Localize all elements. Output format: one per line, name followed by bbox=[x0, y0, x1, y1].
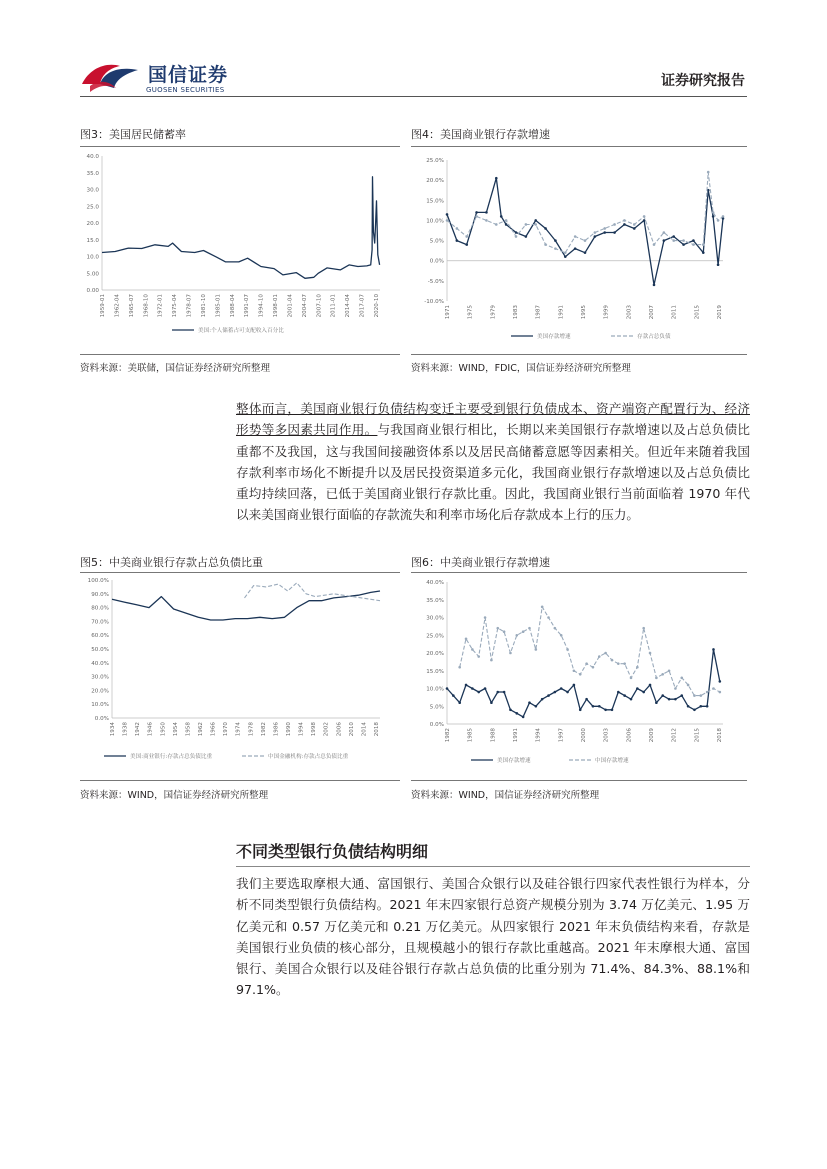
y-tick-label: 20.0% bbox=[426, 651, 444, 657]
legend-label-1: 美国:商业银行:存款占总负债比重 bbox=[130, 754, 213, 760]
data-point-series-1 bbox=[547, 694, 550, 697]
y-tick-label: -5.0% bbox=[427, 278, 444, 285]
data-point-series-1 bbox=[525, 235, 528, 238]
data-point-series-2 bbox=[653, 243, 656, 246]
data-point-series-1 bbox=[446, 687, 449, 690]
data-point-series-1 bbox=[456, 239, 459, 242]
data-point-series-2 bbox=[547, 616, 550, 619]
body-paragraph-2: 我们主要选取摩根大通、富国银行、美国合众银行以及硅谷银行四家代表性银行为样本，分析不同类型银行负债结构。2021 年末四家银行总资产规模分别为 3.74 万亿美元、1.95 万亿美元和 0.57 万亿美元和 0.21 万亿美元。从四家银行 2021 年末负债结构来看，存款是美国银行业负债的核心部分，且规模越小的银行存款比重越高。2021 年末摩根大通、富国银行、美国合众银行以及硅谷银行存款占总负债的比重分别为 71.4%、84.3%、88.1%和 97.1%。 bbox=[236, 876, 750, 998]
y-tick-label: 0.00 bbox=[86, 288, 99, 294]
section-title: 不同类型银行负债结构明细 bbox=[236, 842, 429, 861]
figure-6-source: 资料来源：WIND，国信证券经济研究所整理 bbox=[411, 790, 600, 801]
data-point-series-2 bbox=[585, 662, 588, 665]
data-point-series-1 bbox=[611, 709, 614, 712]
y-tick-label: 60.0% bbox=[91, 633, 109, 640]
x-tick-label: 1995 bbox=[581, 305, 587, 320]
data-point-series-2 bbox=[636, 666, 639, 669]
y-tick-label: 10.0% bbox=[426, 218, 444, 225]
data-point-series-1 bbox=[544, 227, 547, 230]
x-tick-label: 1985 bbox=[467, 728, 474, 743]
x-tick-label: 1991 bbox=[513, 728, 519, 743]
data-point-series-2 bbox=[574, 235, 577, 238]
y-tick-label: 35.0 bbox=[86, 170, 99, 177]
x-tick-label: 2006 bbox=[336, 722, 343, 737]
x-tick-label: 1981-10 bbox=[200, 294, 207, 318]
x-tick-label: 2011 bbox=[671, 305, 678, 320]
y-tick-label: 5.0% bbox=[429, 704, 444, 711]
data-point-series-2 bbox=[594, 231, 597, 234]
data-point-series-1 bbox=[598, 705, 601, 708]
x-tick-label: 1986 bbox=[273, 722, 280, 737]
y-tick-label: 0.0% bbox=[429, 258, 444, 265]
x-tick-label: 1958 bbox=[185, 722, 192, 737]
figure-4-top-rule bbox=[411, 146, 747, 147]
data-point-series-1 bbox=[592, 705, 595, 708]
figure-3-top-rule bbox=[80, 146, 400, 147]
data-point-series-1 bbox=[594, 235, 597, 238]
data-point-series-2 bbox=[496, 627, 499, 630]
x-tick-label: 1970 bbox=[223, 722, 230, 737]
y-tick-label: 10.0 bbox=[86, 254, 99, 261]
data-point-series-2 bbox=[505, 219, 508, 222]
fig6-svg bbox=[411, 574, 747, 778]
legend-label-1: 美国存款增速 bbox=[537, 334, 571, 340]
data-point-series-2 bbox=[692, 243, 695, 246]
x-tick-label: 2006 bbox=[626, 728, 633, 743]
y-tick-label: 15.0% bbox=[426, 198, 444, 205]
figure-6-title: 图6：中美商业银行存款增速 bbox=[411, 556, 550, 569]
y-tick-label: 50.0% bbox=[91, 647, 109, 653]
y-tick-label: 30.0% bbox=[91, 674, 109, 681]
series-line-1 bbox=[447, 178, 723, 285]
data-point-series-1 bbox=[672, 235, 675, 238]
figure-5-source: 资料来源：WIND，国信证券经济研究所整理 bbox=[80, 790, 269, 801]
data-point-series-2 bbox=[706, 691, 709, 694]
data-point-series-2 bbox=[617, 662, 620, 665]
data-point-series-1 bbox=[692, 239, 695, 242]
x-tick-label: 1946 bbox=[147, 722, 154, 737]
data-point-series-1 bbox=[636, 687, 639, 690]
figure-3-bottom-rule bbox=[80, 354, 400, 355]
x-tick-label: 1978-07 bbox=[186, 294, 193, 318]
y-tick-label: -10.0% bbox=[424, 299, 444, 305]
legend-label-2: 中国金融机构:存款占总负债比重 bbox=[268, 754, 349, 760]
y-tick-label: 20.0% bbox=[91, 688, 109, 695]
y-tick-label: 10.0% bbox=[91, 702, 109, 709]
data-point-series-2 bbox=[528, 627, 531, 630]
data-point-series-1 bbox=[623, 694, 626, 697]
brand-name-en: GUOSEN SECURITIES bbox=[146, 86, 225, 94]
x-tick-label: 2000 bbox=[581, 728, 587, 743]
data-point-series-2 bbox=[560, 634, 563, 637]
fig3-svg bbox=[80, 148, 400, 352]
data-point-series-2 bbox=[680, 677, 683, 680]
paragraph-1-rest: 与我国商业银行相比，长期以来美国银行存款增速以及占总负债比重都不及我国，这与我国间接融资体系以及居民高储蓄意愿等因素相关。但近年来随着我国存款利率市场化不断提升以及居民投资渠道多元化，我国商业银行存款增速以及占总负债比重均持续回落，已低于美国商业银行存款比重。因此，我国商业银行当前面临着 1970 年代以来美国商业银行面临的存款流失和利率市场化后存款成本上行的压力。 bbox=[236, 422, 751, 523]
x-tick-label: 2009 bbox=[649, 728, 655, 743]
x-tick-label: 2014 bbox=[361, 722, 368, 737]
data-point-series-2 bbox=[661, 673, 664, 676]
x-tick-label: 2015 bbox=[694, 305, 701, 320]
data-point-series-1 bbox=[706, 705, 709, 708]
x-tick-label: 1999 bbox=[603, 305, 610, 320]
x-tick-label: 1971 bbox=[445, 305, 451, 320]
data-point-series-1 bbox=[663, 239, 666, 242]
data-point-series-1 bbox=[535, 705, 538, 708]
data-point-series-1 bbox=[642, 691, 645, 694]
x-tick-label: 1991 bbox=[558, 305, 565, 320]
data-point-series-2 bbox=[603, 227, 606, 230]
data-point-series-2 bbox=[719, 691, 722, 694]
data-point-series-2 bbox=[465, 638, 468, 641]
data-point-series-1 bbox=[503, 691, 506, 694]
data-point-series-2 bbox=[579, 673, 582, 676]
data-point-series-2 bbox=[544, 243, 547, 246]
fig4-svg bbox=[411, 148, 747, 352]
y-tick-label: 25.0 bbox=[86, 204, 99, 211]
fig5-svg bbox=[80, 574, 400, 778]
data-point-series-1 bbox=[699, 705, 702, 708]
data-point-series-1 bbox=[541, 698, 544, 701]
y-tick-label: 100.0% bbox=[87, 578, 109, 584]
x-tick-label: 1974 bbox=[235, 722, 242, 737]
data-point-series-1 bbox=[515, 712, 518, 715]
x-tick-label: 2012 bbox=[671, 728, 678, 743]
data-point-series-1 bbox=[682, 243, 685, 246]
x-tick-label: 2002 bbox=[323, 722, 330, 737]
y-tick-label: 0.0% bbox=[429, 722, 444, 728]
data-point-series-2 bbox=[682, 239, 685, 242]
series-line-2 bbox=[460, 607, 720, 696]
data-point-series-1 bbox=[702, 251, 705, 254]
x-tick-label: 1994-10 bbox=[258, 294, 265, 318]
data-point-series-2 bbox=[672, 239, 675, 242]
legend-label-2: 存款占总负债 bbox=[637, 334, 671, 340]
data-point-series-2 bbox=[456, 227, 459, 230]
x-tick-label: 1988 bbox=[490, 728, 497, 743]
figure-6-top-rule bbox=[411, 572, 747, 573]
y-tick-label: 25.0% bbox=[426, 158, 444, 164]
x-tick-label: 1966 bbox=[210, 722, 217, 737]
data-point-series-2 bbox=[554, 247, 557, 250]
data-point-series-1 bbox=[495, 177, 498, 180]
data-point-series-2 bbox=[534, 223, 537, 226]
data-point-series-1 bbox=[584, 251, 587, 254]
x-tick-label: 1934 bbox=[110, 722, 116, 737]
figure-4-chart bbox=[411, 148, 747, 352]
x-tick-label: 2007-10 bbox=[316, 294, 323, 318]
data-point-series-1 bbox=[566, 691, 569, 694]
data-point-series-2 bbox=[584, 239, 587, 242]
data-point-series-2 bbox=[471, 648, 474, 651]
legend-label-1: 美国存款增速 bbox=[497, 758, 531, 764]
data-point-series-1 bbox=[554, 239, 557, 242]
data-point-series-1 bbox=[490, 701, 493, 704]
data-point-series-2 bbox=[633, 223, 636, 226]
page-header bbox=[0, 0, 827, 100]
data-point-series-1 bbox=[617, 691, 620, 694]
x-tick-label: 2015 bbox=[694, 728, 701, 743]
data-point-series-1 bbox=[471, 687, 474, 690]
data-point-series-1 bbox=[712, 648, 715, 651]
data-point-series-1 bbox=[674, 698, 677, 701]
x-tick-label: 2001-04 bbox=[287, 294, 294, 318]
data-point-series-2 bbox=[604, 652, 607, 655]
data-point-series-1 bbox=[522, 716, 525, 719]
x-tick-label: 1942 bbox=[135, 722, 142, 737]
data-point-series-2 bbox=[674, 687, 677, 690]
data-point-series-1 bbox=[680, 694, 683, 697]
data-point-series-2 bbox=[611, 659, 614, 662]
x-tick-label: 2020-10 bbox=[374, 294, 380, 318]
x-tick-label: 1982 bbox=[445, 728, 451, 743]
x-tick-label: 1972-01 bbox=[157, 294, 164, 318]
data-point-series-1 bbox=[719, 680, 722, 683]
x-tick-label: 1979 bbox=[490, 305, 497, 320]
guosen-logo-icon bbox=[80, 58, 144, 98]
y-tick-label: 0.0% bbox=[94, 716, 109, 722]
data-point-series-2 bbox=[573, 669, 576, 672]
x-tick-label: 1968-10 bbox=[143, 294, 150, 318]
data-point-series-2 bbox=[475, 215, 478, 218]
x-tick-label: 1959-01 bbox=[100, 294, 106, 318]
x-tick-label: 2014-04 bbox=[345, 294, 352, 318]
data-point-series-1 bbox=[633, 227, 636, 230]
data-point-series-2 bbox=[477, 655, 480, 658]
data-point-series-1 bbox=[554, 691, 557, 694]
data-point-series-1 bbox=[446, 213, 449, 216]
x-tick-label: 1982 bbox=[260, 722, 267, 737]
data-point-series-2 bbox=[458, 666, 461, 669]
x-tick-label: 1975 bbox=[467, 305, 474, 320]
x-tick-label: 1998 bbox=[311, 722, 318, 737]
y-tick-label: 90.0% bbox=[91, 591, 109, 598]
y-tick-label: 40.0 bbox=[86, 154, 99, 160]
data-point-series-1 bbox=[484, 687, 487, 690]
x-tick-label: 1978 bbox=[248, 722, 255, 737]
data-point-series-2 bbox=[525, 223, 528, 226]
x-tick-label: 1987 bbox=[535, 305, 542, 320]
data-point-series-2 bbox=[446, 219, 449, 222]
data-point-series-2 bbox=[722, 215, 725, 218]
y-tick-label: 30.0 bbox=[86, 187, 99, 194]
paragraph-1-underlined-summary: 整体而言，美国商业银行负债结构变迁主要受到银行负债成本、资产端资产配置行为、经济形势等多因素共同作用。 bbox=[236, 401, 750, 438]
data-point-series-2 bbox=[522, 630, 525, 633]
data-point-series-1 bbox=[452, 694, 455, 697]
y-tick-label: 40.0% bbox=[91, 660, 109, 667]
data-point-series-2 bbox=[623, 219, 626, 222]
data-point-series-1 bbox=[579, 709, 582, 712]
figure-4-source: 资料来源：WIND，FDIC，国信证券经济研究所整理 bbox=[411, 363, 631, 374]
y-tick-label: 5.00 bbox=[86, 271, 99, 278]
figure-4-title: 图4：美国商业银行存款增速 bbox=[411, 128, 550, 141]
y-tick-label: 25.0% bbox=[426, 633, 444, 640]
x-tick-label: 1954 bbox=[172, 722, 179, 737]
data-point-series-2 bbox=[643, 215, 646, 218]
figure-5-chart bbox=[80, 574, 400, 778]
data-point-series-1 bbox=[500, 215, 503, 218]
legend-label-2: 中国存款增速 bbox=[595, 758, 629, 764]
data-point-series-2 bbox=[702, 243, 705, 246]
x-tick-label: 2018 bbox=[374, 722, 380, 737]
data-point-series-2 bbox=[503, 630, 506, 633]
data-point-series-1 bbox=[574, 247, 577, 250]
data-point-series-1 bbox=[687, 705, 690, 708]
data-point-series-2 bbox=[490, 659, 493, 662]
x-tick-label: 2011-01 bbox=[330, 294, 337, 318]
data-point-series-2 bbox=[693, 694, 696, 697]
y-tick-label: 40.0% bbox=[426, 580, 444, 586]
data-point-series-2 bbox=[554, 627, 557, 630]
series-line-1 bbox=[102, 177, 380, 278]
y-tick-label: 5.0% bbox=[429, 238, 444, 245]
data-point-series-1 bbox=[603, 231, 606, 234]
y-tick-label: 10.0% bbox=[426, 686, 444, 693]
data-point-series-2 bbox=[465, 235, 468, 238]
x-tick-label: 1990 bbox=[286, 722, 292, 737]
data-point-series-1 bbox=[528, 701, 531, 704]
figure-3-title: 图3：美国居民储蓄率 bbox=[80, 128, 186, 141]
figure-3-source: 资料来源：美联储，国信证券经济研究所整理 bbox=[80, 363, 271, 374]
data-point-series-1 bbox=[661, 694, 664, 697]
data-point-series-1 bbox=[573, 684, 576, 687]
data-point-series-2 bbox=[485, 219, 488, 222]
body-paragraph-1 bbox=[236, 398, 750, 526]
data-point-series-2 bbox=[663, 231, 666, 234]
data-point-series-2 bbox=[535, 648, 538, 651]
x-tick-label: 1997 bbox=[558, 728, 565, 743]
x-tick-label: 1994 bbox=[535, 728, 542, 743]
data-point-series-1 bbox=[560, 687, 563, 690]
data-point-series-1 bbox=[585, 698, 588, 701]
y-tick-label: 20.0 bbox=[86, 221, 99, 227]
data-point-series-2 bbox=[592, 666, 595, 669]
y-tick-label: 35.0% bbox=[426, 597, 444, 604]
data-point-series-2 bbox=[642, 627, 645, 630]
data-point-series-1 bbox=[693, 709, 696, 712]
data-point-series-2 bbox=[541, 606, 544, 609]
data-point-series-2 bbox=[630, 677, 633, 680]
report-type-label: 证券研究报告 bbox=[661, 73, 745, 89]
data-point-series-1 bbox=[485, 211, 488, 214]
figure-5-bottom-rule bbox=[80, 780, 400, 781]
figure-6-chart bbox=[411, 574, 747, 778]
y-tick-label: 70.0% bbox=[91, 619, 109, 626]
data-point-series-1 bbox=[564, 255, 567, 258]
data-point-series-1 bbox=[717, 263, 720, 266]
data-point-series-2 bbox=[623, 662, 626, 665]
y-tick-label: 15.0 bbox=[86, 237, 99, 244]
figure-5-top-rule bbox=[80, 572, 400, 573]
x-tick-label: 1998-01 bbox=[273, 294, 280, 318]
y-tick-label: 20.0% bbox=[426, 178, 444, 185]
data-point-series-1 bbox=[643, 219, 646, 222]
y-tick-label: 80.0% bbox=[91, 605, 109, 612]
data-point-series-1 bbox=[668, 698, 671, 701]
x-tick-label: 1991-07 bbox=[244, 294, 251, 318]
brand-name-cn: 国信证券 bbox=[148, 64, 229, 86]
figure-4-bottom-rule bbox=[411, 354, 747, 355]
data-point-series-1 bbox=[712, 215, 715, 218]
data-point-series-1 bbox=[630, 698, 633, 701]
data-point-series-2 bbox=[668, 669, 671, 672]
legend-label-1: 美国:个人储蓄占可支配收入百分比 bbox=[198, 328, 284, 334]
x-tick-label: 1965-07 bbox=[128, 294, 135, 318]
data-point-series-1 bbox=[509, 709, 512, 712]
data-point-series-1 bbox=[623, 223, 626, 226]
data-point-series-2 bbox=[495, 223, 498, 226]
figure-6-bottom-rule bbox=[411, 780, 747, 781]
data-point-series-1 bbox=[496, 691, 499, 694]
data-point-series-2 bbox=[717, 219, 720, 222]
data-point-series-1 bbox=[465, 684, 468, 687]
data-point-series-2 bbox=[687, 684, 690, 687]
data-point-series-2 bbox=[712, 687, 715, 690]
x-tick-label: 1962 bbox=[198, 722, 204, 737]
data-point-series-2 bbox=[598, 655, 601, 658]
data-point-series-2 bbox=[566, 648, 569, 651]
figure-5-title: 图5：中美商业银行存款占总负债比重 bbox=[80, 556, 263, 569]
x-tick-label: 2007 bbox=[649, 305, 655, 320]
data-point-series-1 bbox=[653, 284, 656, 287]
figure-3-chart bbox=[80, 148, 400, 352]
x-tick-label: 2003 bbox=[626, 305, 633, 320]
y-tick-label: 30.0% bbox=[426, 615, 444, 622]
section-divider bbox=[236, 866, 750, 867]
data-point-series-2 bbox=[509, 652, 512, 655]
data-point-series-1 bbox=[458, 701, 461, 704]
header-divider bbox=[80, 96, 747, 97]
data-point-series-1 bbox=[604, 709, 607, 712]
x-tick-label: 2017-07 bbox=[359, 294, 366, 318]
x-tick-label: 2004-07 bbox=[301, 294, 308, 318]
data-point-series-2 bbox=[649, 652, 652, 655]
x-tick-label: 1994 bbox=[298, 722, 305, 737]
data-point-series-2 bbox=[515, 634, 518, 637]
data-point-series-2 bbox=[655, 677, 658, 680]
data-point-series-2 bbox=[564, 251, 567, 254]
x-tick-label: 1975-04 bbox=[172, 294, 179, 318]
x-tick-label: 2003 bbox=[603, 728, 610, 743]
data-point-series-1 bbox=[655, 701, 658, 704]
x-tick-label: 2018 bbox=[717, 728, 723, 743]
data-point-series-1 bbox=[515, 231, 518, 234]
data-point-series-1 bbox=[505, 223, 508, 226]
data-point-series-1 bbox=[534, 219, 537, 222]
x-tick-label: 1983 bbox=[513, 305, 519, 320]
data-point-series-1 bbox=[477, 691, 480, 694]
data-point-series-2 bbox=[712, 211, 715, 214]
data-point-series-2 bbox=[613, 223, 616, 226]
data-point-series-1 bbox=[465, 243, 468, 246]
x-tick-label: 1938 bbox=[122, 722, 129, 737]
x-tick-label: 2010 bbox=[348, 722, 355, 737]
x-tick-label: 2019 bbox=[717, 305, 723, 320]
y-tick-label: 15.0% bbox=[426, 668, 444, 675]
x-tick-label: 1988-04 bbox=[229, 294, 236, 318]
data-point-series-1 bbox=[649, 684, 652, 687]
data-point-series-1 bbox=[613, 231, 616, 234]
data-point-series-2 bbox=[707, 171, 710, 174]
data-point-series-2 bbox=[699, 694, 702, 697]
x-tick-label: 1962-04 bbox=[114, 294, 121, 318]
data-point-series-1 bbox=[475, 211, 478, 214]
x-tick-label: 1985-01 bbox=[215, 294, 222, 318]
x-tick-label: 1950 bbox=[160, 722, 167, 737]
data-point-series-2 bbox=[484, 616, 487, 619]
series-line-2 bbox=[245, 583, 381, 601]
data-point-series-2 bbox=[515, 235, 518, 238]
